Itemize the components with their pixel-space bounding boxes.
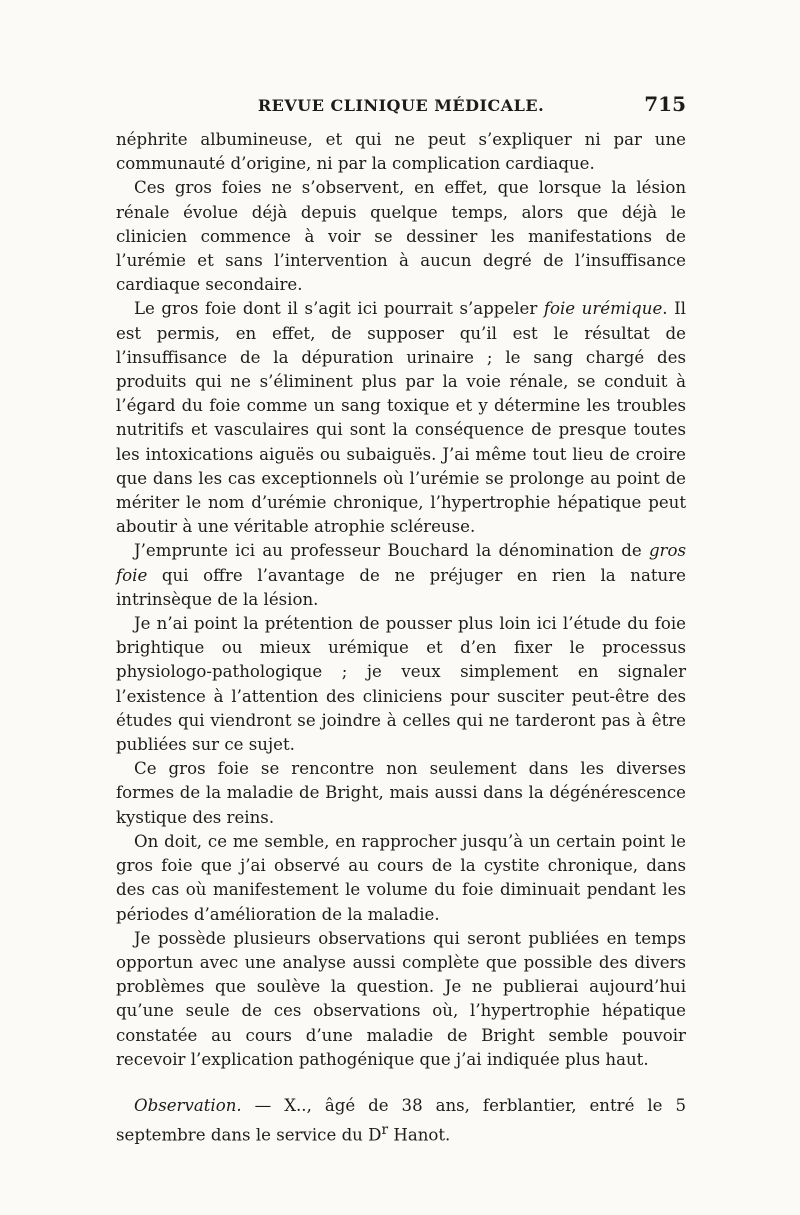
- body-text: [116, 128, 686, 1148]
- paragraph-4-text-b: qui offre l’avantage de ne préjuger en rien la nature intrinsèque de la lésion.: [116, 565, 686, 609]
- running-head: [116, 92, 686, 120]
- paragraph-4: [116, 539, 686, 612]
- paragraph-5: Je n’ai point la prétention de pousser plus loin ici l’étude du foie brightique ou mieux urémique et d’en fixer le processus physiologo-pathologique ; je veux simplement en signaler l’existence à l’attention des cliniciens pour susciter peut-être des études qui viendront se joindre à celles qui ne tarderont pas à être publiées sur ce sujet.: [116, 614, 686, 755]
- observation-superscript: r: [381, 1122, 389, 1139]
- paragraph-1: néphrite albumineuse, et qui ne peut s’expliquer ni par une communauté d’origine, ni par la complication cardiaque.: [116, 130, 686, 174]
- paragraph-4-text-a: J’emprunte ici au professeur Bouchard la dénomination de: [134, 541, 649, 561]
- paragraph-4-emphasis: gros foie: [116, 541, 686, 585]
- paragraph-6: Ce gros foie se rencontre non seulement dans les diverses formes de la maladie de Bright, mais aussi dans la dégénérescence kystique des reins.: [116, 759, 686, 827]
- observation-text: — X.., âgé de 38 ans, ferblantier, entré le 5 septembre dans le service du D: [116, 1095, 686, 1145]
- paragraph-3: [116, 297, 686, 539]
- paragraph-3-emphasis: foie urémique: [543, 299, 663, 319]
- observation-label: Observation.: [134, 1095, 242, 1115]
- observation-paragraph: [116, 1094, 686, 1148]
- page-number: 715: [644, 92, 686, 116]
- paragraph-3-text-a: Le gros foie dont il s’agit ici pourrait s’appeler: [134, 299, 544, 319]
- observation-end: Hanot.: [388, 1125, 451, 1145]
- running-title: REVUE CLINIQUE MÉDICALE.: [257, 96, 545, 115]
- paragraph-2: Ces gros foies ne s’observent, en effet, que lorsque la lésion rénale évolue déjà depuis quelque temps, alors que déjà le clinicien commence à voir se dessiner les manifestations de l’urémie et sans l’intervention à aucun degré de l’insuffisance cardiaque secondaire.: [116, 178, 686, 295]
- paragraph-7: On doit, ce me semble, en rapprocher jusqu’à un certain point le gros foie que j’ai observé au cours de la cystite chronique, dans des cas où manifestement le volume du foie diminuait pendant les périodes d’amélioration de la maladie.: [116, 831, 686, 924]
- paragraph-3-text-b: . Il est permis, en effet, de supposer qu’il est le résultat de l’insuffisance de la dépuration urinaire ; le sang chargé des produits qui ne s’éliminent plus par la voie rénale, se conduit à l’égard du foie comme un sang toxique et y détermine les troubles nutritifs et vasculaires qui sont la conséquence de presque toutes les intoxications aiguës ou subaiguës. J’ai même tout lieu de croire que dans les cas exceptionnels où l’urémie se prolonge au point de mériter le nom d’urémie chronique, l’hypertrophie hépatique peut aboutir à une véritable atrophie scléreuse.: [116, 299, 686, 537]
- paragraph-8: Je possède plusieurs observations qui seront publiées en temps opportun avec une analyse aussi complète que possible des divers problèmes que soulève la question. Je ne publierai aujourd’hui qu’une seule de ces observations où, l’hypertrophie hépatique constatée au cours d’une maladie de Bright semble pouvoir recevoir l’explication pathogénique que j’ai indiquée plus haut.: [116, 928, 686, 1069]
